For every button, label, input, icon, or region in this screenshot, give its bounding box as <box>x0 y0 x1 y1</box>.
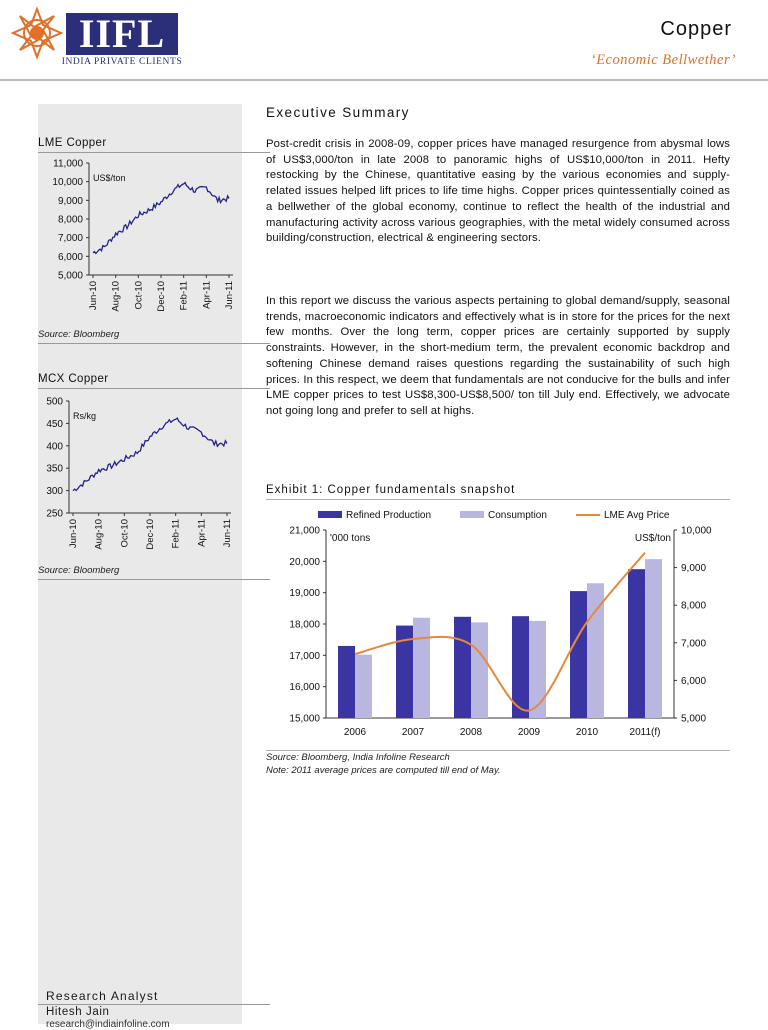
main-right-unit: US$/ton <box>634 533 671 544</box>
mcx-title-divider <box>38 388 270 389</box>
main-right-tick-label: 7,000 <box>681 638 707 650</box>
copper-fundamentals-chart <box>266 501 730 749</box>
mcx-source-divider <box>38 579 270 580</box>
exhibit-note: Note: 2011 average prices are computed till end of May. <box>266 764 501 776</box>
summary-paragraph-2: In this report we discuss the various aspects pertaining to global demand/supply, seasonal trends, macroeconomic indicators and effectively what is in store for the prices for the next few months. Over the long term, copper prices are certainly supported by supply constraints. However, in the short-medium term, the prevalent economic backdrop and softening Chinese demand raises questions regarding the sustainability of such high prices. In this respect, we deem that fundamentals are not conducive for the bulls and infer LME copper prices to test US$8,300-US$8,500/ ton till July end. Effectively, we advocate not going long and prefer to sell at highs. <box>266 295 730 417</box>
lme-chart-title: LME Copper <box>38 137 107 149</box>
main-left-tick-label: 21,000 <box>289 525 320 537</box>
header-divider <box>0 79 768 81</box>
exhibit-source-notes <box>266 752 501 777</box>
main-x-tick-label: 2007 <box>401 727 425 738</box>
lme-y-tick-label: 8,000 <box>57 214 83 226</box>
analyst-name: Hitesh Jain <box>46 1006 110 1018</box>
lme-x-tick-label: Feb-11 <box>178 281 190 311</box>
lme-source-divider <box>38 343 270 344</box>
main-right-tick-label: 10,000 <box>681 525 712 537</box>
main-left-tick-label: 18,000 <box>289 619 320 631</box>
lme-x-tick-label: Apr-11 <box>201 281 213 309</box>
bar-consumption <box>355 655 372 718</box>
main-x-tick-label: 2011(f) <box>629 727 661 738</box>
legend-consumption-swatch <box>460 511 484 518</box>
lme-y-tick-label: 11,000 <box>53 158 83 170</box>
mcx-chart-title: MCX Copper <box>38 373 109 385</box>
main-left-tick-label: 16,000 <box>289 682 320 694</box>
main-right-tick-label: 6,000 <box>681 675 707 687</box>
lme-title-divider <box>38 152 270 153</box>
bar-consumption <box>413 618 430 718</box>
legend-production-swatch <box>318 511 342 518</box>
bar-consumption <box>529 621 546 718</box>
lme-price-line <box>93 183 229 254</box>
bar-refined-production <box>338 646 355 718</box>
exhibit-title-divider <box>266 499 730 500</box>
exhibit-bottom-divider <box>266 750 730 751</box>
mcx-y-tick-label: 400 <box>46 441 63 453</box>
mcx-x-tick-label: Feb-11 <box>170 519 182 549</box>
main-x-tick-label: 2010 <box>575 727 599 738</box>
lme-y-tick-label: 7,000 <box>57 233 83 245</box>
legend-price-label: LME Avg Price <box>604 510 670 521</box>
brand-logo-wordmark: IIFL <box>66 13 178 55</box>
iifl-mandala-logo-icon <box>12 6 62 60</box>
bar-refined-production <box>454 617 471 718</box>
exhibit-1-title: Exhibit 1: Copper fundamentals snapshot <box>266 484 516 496</box>
mcx-y-tick-label: 300 <box>46 486 63 498</box>
mcx-y-tick-label: 250 <box>46 508 63 520</box>
analyst-divider <box>38 1004 270 1005</box>
mcx-unit-label: Rs/kg <box>73 411 97 421</box>
legend-consumption-label: Consumption <box>488 510 547 521</box>
bar-consumption <box>471 622 488 718</box>
lme-x-tick-label: Aug-10 <box>110 281 122 312</box>
exhibit-source: Source: Bloomberg, India Infoline Research <box>266 752 450 763</box>
mcx-x-tick-label: Dec-10 <box>145 519 156 550</box>
main-x-tick-label: 2009 <box>517 727 541 738</box>
lme-x-tick-label: Jun-10 <box>88 281 99 311</box>
main-left-tick-label: 17,000 <box>289 650 320 662</box>
report-title: Copper <box>660 18 732 40</box>
report-subtitle: ‘Economic Bellwether’ <box>590 52 736 68</box>
bar-refined-production <box>570 591 587 718</box>
bar-consumption <box>645 559 662 718</box>
mcx-y-tick-label: 450 <box>46 418 63 430</box>
mcx-price-line <box>73 418 227 491</box>
mcx-y-tick-label: 500 <box>46 396 63 408</box>
main-left-unit: '000 tons <box>330 533 371 544</box>
lme-y-tick-label: 10,000 <box>52 177 83 189</box>
analyst-email-link[interactable]: research@indiainfoline.com <box>46 1019 170 1030</box>
brand-tagline: INDIA PRIVATE CLIENTS <box>61 57 183 67</box>
mcx-x-tick-label: Jun-11 <box>222 519 233 548</box>
main-left-tick-label: 20,000 <box>289 556 320 568</box>
research-analyst-heading: Research Analyst <box>46 989 159 1003</box>
mcx-x-tick-label: Aug-10 <box>93 519 105 550</box>
report-header <box>0 0 768 80</box>
lme-copper-chart <box>38 154 242 324</box>
lme-x-tick-label: Oct-10 <box>133 281 145 310</box>
main-right-tick-label: 8,000 <box>681 600 707 612</box>
lme-y-tick-label: 6,000 <box>57 251 83 263</box>
mcx-x-tick-label: Apr-11 <box>196 519 208 547</box>
mcx-x-tick-label: Oct-10 <box>119 519 131 548</box>
lme-unit-label: US$/ton <box>93 173 126 183</box>
lme-x-tick-label: Jun-11 <box>224 281 235 310</box>
main-x-tick-label: 2006 <box>343 727 367 738</box>
mcx-copper-chart <box>38 390 242 562</box>
executive-summary-heading: Executive Summary <box>266 105 410 120</box>
mcx-x-tick-label: Jun-10 <box>68 519 79 549</box>
lme-chart-source: Source: Bloomberg <box>38 329 120 340</box>
mcx-y-tick-label: 350 <box>46 463 63 475</box>
legend-production-label: Refined Production <box>346 510 432 521</box>
lme-y-tick-label: 9,000 <box>57 195 83 207</box>
main-left-tick-label: 15,000 <box>289 713 320 725</box>
mcx-chart-source: Source: Bloomberg <box>38 565 120 576</box>
main-right-tick-label: 5,000 <box>681 713 707 725</box>
lme-x-tick-label: Dec-10 <box>156 281 167 312</box>
bar-refined-production <box>628 569 645 718</box>
main-x-tick-label: 2008 <box>459 727 483 738</box>
main-left-tick-label: 19,000 <box>289 588 320 600</box>
summary-paragraph-1: Post-credit crisis in 2008-09, copper prices have managed resurgence from abysmal lows of US$3,000/ton in late 2008 to panoramic highs of US$10,000/ton in 2011. Hefty restocking by the Chinese, quantitative easing by the various economies and supply-related issues helped lift prices to life time highs. Copper prices quintessentially coined as a bellwether of the global economy, continue to reflect the health of the industrial and manufacturing activity across various geographies, with the metal widely consumed across building/construction, electrical & engineering sectors. <box>266 138 730 245</box>
lme-y-tick-label: 5,000 <box>57 270 83 282</box>
main-right-tick-label: 9,000 <box>681 563 707 575</box>
